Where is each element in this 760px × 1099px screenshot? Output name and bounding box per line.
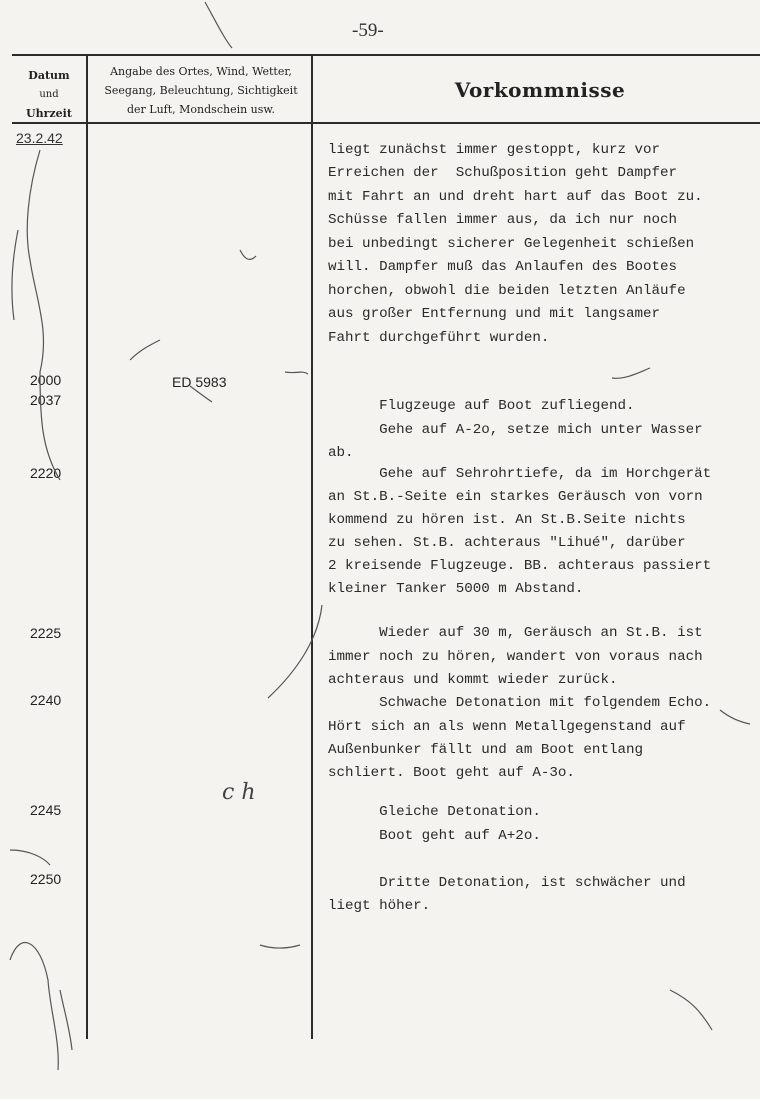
entry-line: Schüsse fallen immer aus, da ich nur noch [328,212,678,228]
entry-line: liegt zunächst immer gestoppt, kurz vor [328,142,661,158]
entry-line: schliert. Boot geht auf A-3o. [328,765,575,781]
header-angabe-line: Seegang, Beleuchtung, Sichtigkeit [104,84,298,97]
header-datum-line: Datum [28,69,70,82]
entry-line: achteraus und kommt wieder zurück. [328,672,618,688]
entry-line: Gehe auf A-2o, setze mich unter Wasser [328,422,703,438]
entry-time: 2220 [30,465,62,481]
entry-time: 2250 [30,871,62,887]
entry-line: will. Dampfer muß das Anlaufen des Bootes [328,259,678,275]
margin-note: c h [222,780,256,805]
header-angabe-line: Angabe des Ortes, Wind, Wetter, [110,65,292,78]
entry-line: kommend zu hören ist. An St.B.Seite nichts [328,512,686,528]
location-grid-square: ED 5983 [172,374,227,390]
entry-line: bei unbedingt sicherer Gelegenheit schießen [328,236,695,252]
entry-line: horchen, obwohl die beiden letzten Anläufe [328,283,686,299]
entry-time: 2037 [30,392,62,408]
entry-time: 2000 [30,372,62,388]
entry-line: Erreichen der Schußposition geht Dampfer [328,165,678,181]
entry-line: an St.B.-Seite ein starkes Geräusch von vorn [328,489,703,505]
entry-line: Außenbunker fällt und am Boot entlang [328,742,644,758]
entry-line: immer noch zu hören, wandert von voraus nach [328,649,703,665]
entry-line: Gleiche Detonation. [328,804,541,820]
entry-line: Gehe auf Sehrohrtiefe, da im Horchgerät [328,466,712,482]
entry-line: Fahrt durchgeführt wurden. [328,330,550,346]
entry-line: Dritte Detonation, ist schwächer und [328,875,686,891]
page-number: -59- [352,20,384,41]
entry-date: 23.2.42 [16,130,63,146]
entry-line: 2 kreisende Flugzeuge. BB. achteraus passiert [328,558,712,574]
entry-line: ab. [328,445,354,461]
entry-line: Flugzeuge auf Boot zufliegend. [328,398,635,414]
entry-line: liegt höher. [328,898,431,914]
entry-line: aus großer Entfernung und mit langsamer [328,306,661,322]
entry-line: Hört sich an als wenn Metallgegenstand auf [328,719,686,735]
header-vorkommnisse: Vorkommnisse [454,78,626,102]
entry-time: 2225 [30,625,62,641]
entry-line: zu sehen. St.B. achteraus "Lihué", darüber [328,535,686,551]
entry-line: kleiner Tanker 5000 m Abstand. [328,581,584,597]
entry-line: Schwache Detonation mit folgendem Echo. [328,695,712,711]
entry-line: Wieder auf 30 m, Geräusch an St.B. ist [328,625,703,641]
entry-line: Boot geht auf A+2o. [328,828,541,844]
header-datum-line: und [39,89,59,100]
entry-line: mit Fahrt an und dreht hart auf das Boot zu. [328,189,703,205]
entry-time: 2240 [30,692,62,708]
header-datum-line: Uhrzeit [26,107,72,120]
header-angabe-line: der Luft, Mondschein usw. [126,103,276,116]
entry-time: 2245 [30,802,62,818]
